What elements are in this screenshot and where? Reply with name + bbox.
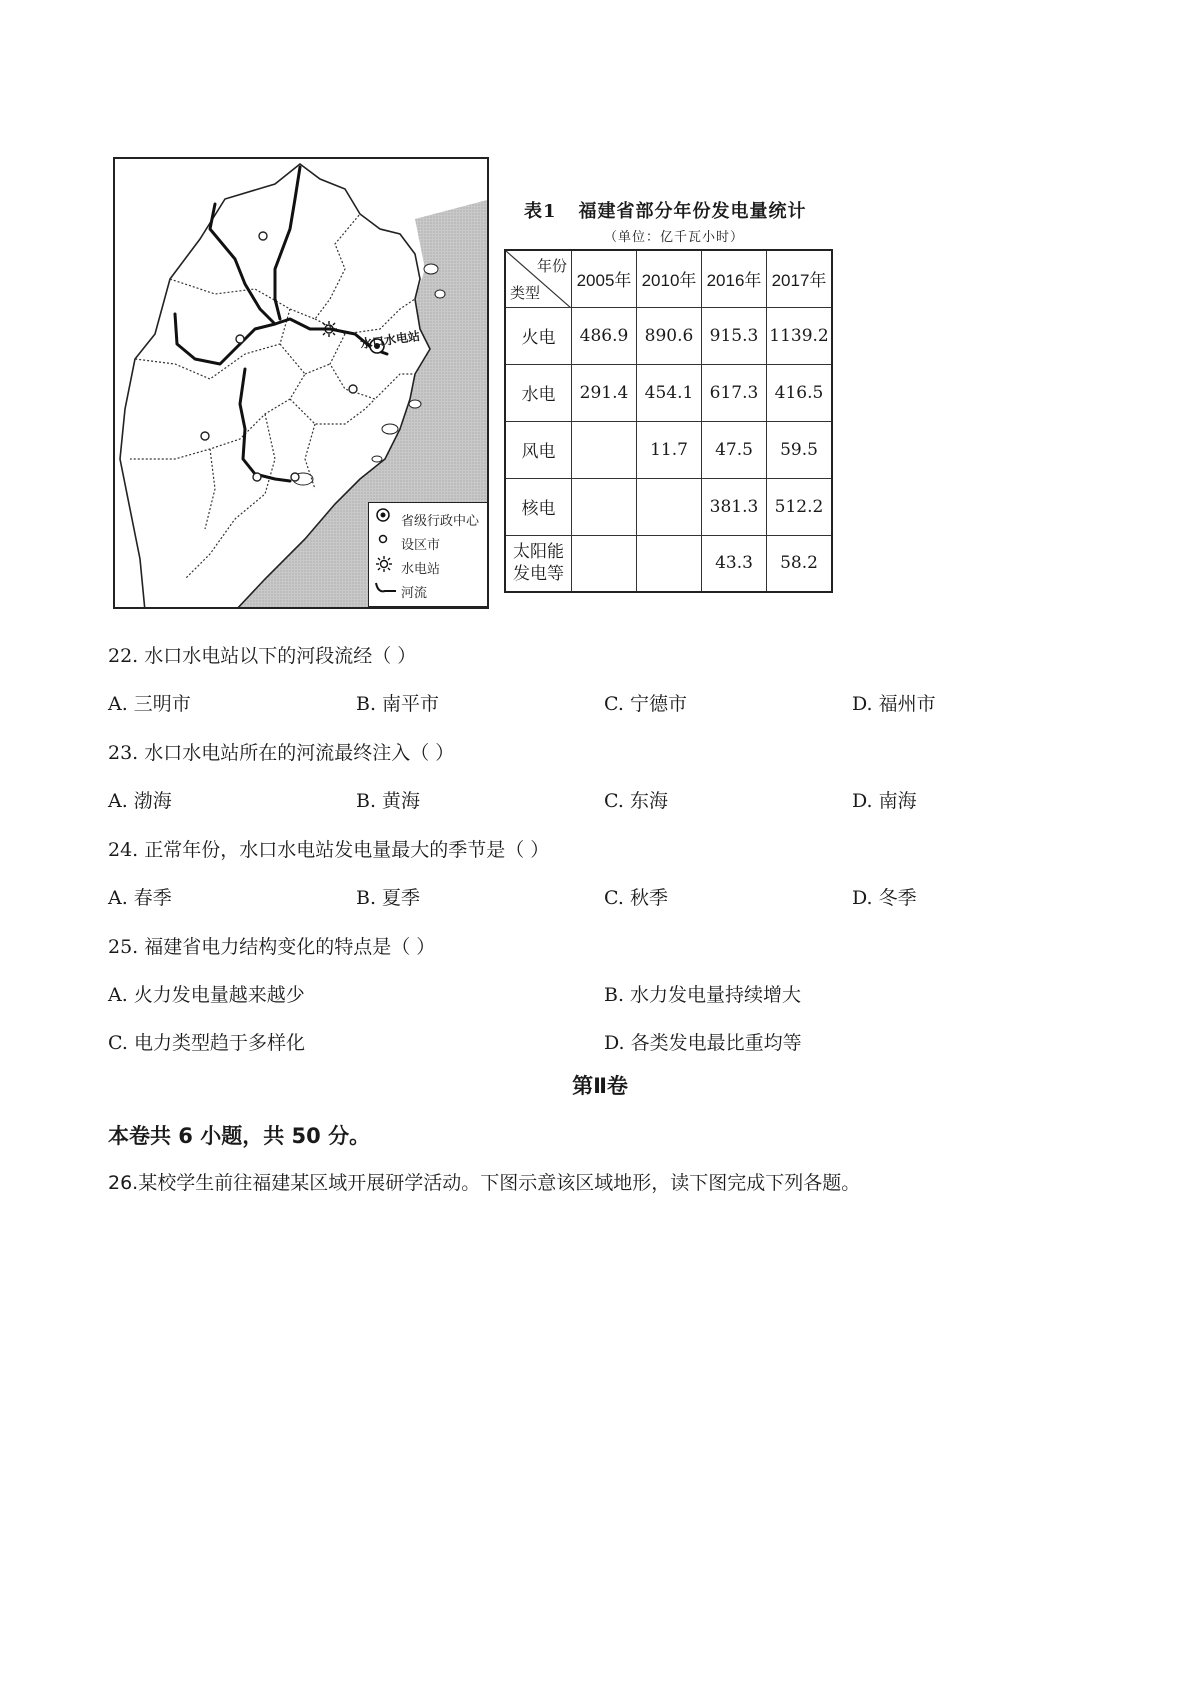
option-25-b: B. 水力发电量持续增大 <box>604 984 802 1006</box>
table-row-type: 核电 <box>505 478 572 535</box>
option-23-c: C. 东海 <box>604 790 668 812</box>
table-row <box>505 421 832 478</box>
option-22-b: B. 南平市 <box>356 693 440 715</box>
table-cell: 1139.2 <box>767 307 833 364</box>
table-cell <box>572 535 637 592</box>
question-22: 22. 水口水电站以下的河段流经（ ） <box>108 645 417 667</box>
city-dot-longyan <box>201 432 209 440</box>
option-23-a: A. 渤海 <box>108 790 172 812</box>
option-24-c: C. 秋季 <box>604 887 668 909</box>
table-cell: 381.3 <box>702 478 767 535</box>
table-cell: 454.1 <box>637 364 702 421</box>
city-dot-xiamen <box>291 473 299 481</box>
table-cell: 890.6 <box>637 307 702 364</box>
table-col-header: 2016年 <box>702 250 767 307</box>
option-23-b: B. 黄海 <box>356 790 421 812</box>
table-row <box>505 364 832 421</box>
option-22-c: C. 宁德市 <box>604 693 687 715</box>
table-col-header: 2017年 <box>767 250 833 307</box>
option-25-d: D. 各类发电最比重均等 <box>604 1032 802 1054</box>
city-dot-zhangzhou <box>253 473 261 481</box>
table-row-type: 风电 <box>505 421 572 478</box>
power-table <box>504 249 833 593</box>
option-24-a: A. 春季 <box>108 887 172 909</box>
option-24-b: B. 夏季 <box>356 887 421 909</box>
legend-item-city: 设区市 <box>375 531 440 555</box>
table-corner-cell: 年份 类型 <box>505 250 572 307</box>
table-row <box>505 307 832 364</box>
city-dot-putian <box>349 385 357 393</box>
question-26: 26.某校学生前往福建某区域开展研学活动。下图示意该区域地形，读下图完成下列各题。 <box>108 1172 861 1194</box>
option-22-a: A. 三明市 <box>108 693 191 715</box>
question-25: 25. 福建省电力结构变化的特点是（ ） <box>108 936 436 958</box>
table-cell: 512.2 <box>767 478 833 535</box>
question-24: 24. 正常年份，水口水电站发电量最大的季节是（ ） <box>108 839 550 861</box>
table-col-header: 2005年 <box>572 250 637 307</box>
table-cell: 915.3 <box>702 307 767 364</box>
legend-item-hydro: 水电站 <box>375 555 440 579</box>
city-dot-nanping <box>259 232 267 240</box>
table-cell <box>637 478 702 535</box>
city-dot-sanming <box>236 335 244 343</box>
map-legend <box>368 502 489 607</box>
fujian-map <box>113 157 489 609</box>
table-header-row <box>505 250 832 307</box>
option-22-d: D. 福州市 <box>852 693 936 715</box>
option-23-d: D. 南海 <box>852 790 917 812</box>
table-cell: 11.7 <box>637 421 702 478</box>
table-cell <box>637 535 702 592</box>
table-cell: 47.5 <box>702 421 767 478</box>
table-row-type: 火电 <box>505 307 572 364</box>
legend-item-river: 河流 <box>375 579 427 603</box>
question-23: 23. 水口水电站所在的河流最终注入（ ） <box>108 742 455 764</box>
table-cell <box>572 421 637 478</box>
table-unit: （单位：亿千瓦小时） <box>604 230 745 245</box>
table-row-type: 太阳能 发电等 <box>505 535 572 592</box>
legend-item-capital: 省级行政中心 <box>375 507 479 531</box>
option-25-a: A. 火力发电量越来越少 <box>108 984 305 1006</box>
table-cell: 617.3 <box>702 364 767 421</box>
table-cell: 59.5 <box>767 421 833 478</box>
table-row <box>505 535 832 592</box>
section-description: 本卷共 6 小题，共 50 分。 <box>108 1124 371 1148</box>
table-row <box>505 478 832 535</box>
table-row-type: 水电 <box>505 364 572 421</box>
table-caption: 表1 福建省部分年份发电量统计 <box>524 201 807 222</box>
option-24-d: D. 冬季 <box>852 887 917 909</box>
table-cell: 291.4 <box>572 364 637 421</box>
table-cell: 58.2 <box>767 535 833 592</box>
option-25-c: C. 电力类型趋于多样化 <box>108 1032 305 1054</box>
table-cell <box>572 478 637 535</box>
station-label: 水口水电站 <box>359 328 421 352</box>
table-cell: 43.3 <box>702 535 767 592</box>
section-title: 第Ⅱ卷 <box>572 1074 628 1098</box>
table-cell: 416.5 <box>767 364 833 421</box>
table-cell: 486.9 <box>572 307 637 364</box>
table-col-header: 2010年 <box>637 250 702 307</box>
